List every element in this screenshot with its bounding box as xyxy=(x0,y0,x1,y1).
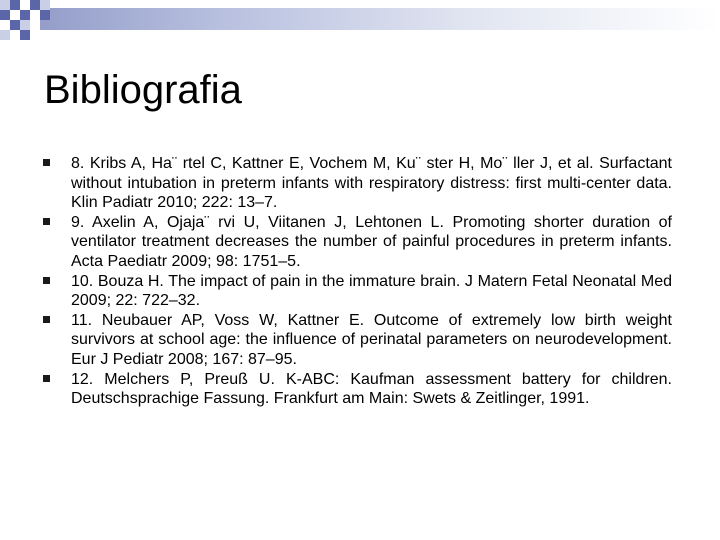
reference-item xyxy=(40,370,672,409)
reference-text: 9. Axelin A, Ojaja¨ rvi U, Viitanen J, Lehtonen L. Promoting shorter duration of ventilator treatment decreases the number of painful procedures in preterm infants. Acta Paediatr 2009; 98: 1751–5. xyxy=(71,213,672,270)
banner-square xyxy=(0,0,10,10)
reference-text: 8. Kribs A, Ha¨ rtel C, Kattner E, Vochem M, Ku¨ ster H, Mo¨ ller J, et al. Surfactant without intubation in preterm infants with respiratory distress: first multi-center data. Klin Padiatr 2010; 222: 13–7. xyxy=(71,155,672,212)
gradient-bar xyxy=(0,8,720,30)
reference-text: 10. Bouza H. The impact of pain in the immature brain. J Matern Fetal Neonatal Med 2009; 22: 722–32. xyxy=(71,272,672,310)
reference-item xyxy=(40,154,672,213)
banner-square xyxy=(20,20,30,30)
bullet-square-icon xyxy=(43,277,50,284)
reference-item xyxy=(40,311,672,370)
banner-square xyxy=(20,0,30,10)
banner-square xyxy=(20,10,30,20)
bullet-square-icon xyxy=(43,316,50,323)
banner-square xyxy=(10,20,20,30)
banner-square xyxy=(30,10,40,20)
reference-text: 11. Neubauer AP, Voss W, Kattner E. Outcome of extremely low birth weight survivors at school age: the influence of perinatal parameters on neurodevelopment. Eur J Pediatr 2008; 167: 87–95. xyxy=(71,311,672,368)
banner-square xyxy=(0,20,10,30)
bullet-square-icon xyxy=(43,218,50,225)
bullet-square-icon xyxy=(43,159,50,166)
header-decoration xyxy=(0,0,720,50)
banner-square xyxy=(0,30,10,40)
reference-list xyxy=(40,154,672,409)
banner-square xyxy=(40,0,50,10)
reference-item xyxy=(40,213,672,272)
reference-item xyxy=(40,272,672,311)
reference-text: 12. Melchers P, Preuß U. K-ABC: Kaufman assessment battery for children. Deutschsprachige Fassung. Frankfurt am Main: Swets & Zeitlinger, 1991. xyxy=(71,370,672,408)
banner-square xyxy=(20,30,30,40)
banner-square xyxy=(0,10,10,20)
bullet-square-icon xyxy=(43,375,50,382)
banner-square xyxy=(30,20,40,30)
banner-square xyxy=(40,10,50,20)
banner-square xyxy=(30,0,40,10)
banner-square xyxy=(10,0,20,10)
slide-title: Bibliografia xyxy=(44,68,242,112)
banner-square xyxy=(10,10,20,20)
